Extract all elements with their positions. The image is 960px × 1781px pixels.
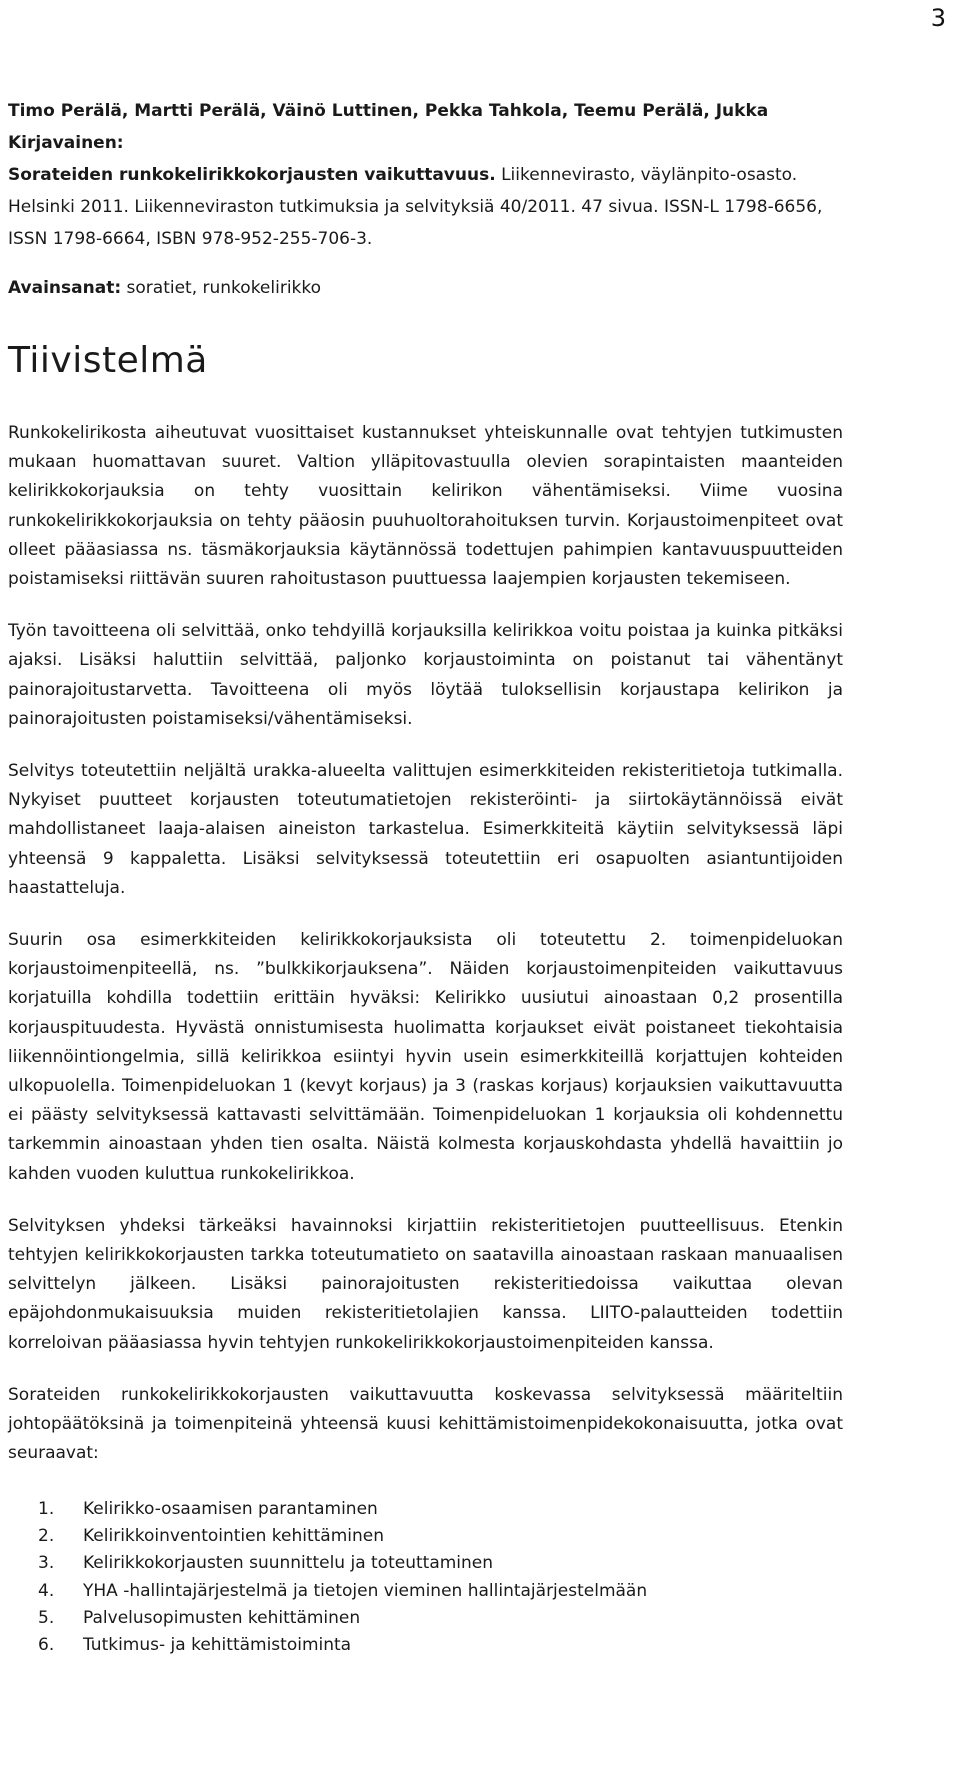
list-item — [8, 1605, 843, 1632]
list-item — [8, 1632, 843, 1659]
page-number: 3 — [930, 4, 946, 32]
list-item-text: YHA -hallintajärjestelmä ja tietojen vieminen hallintajärjestelmään — [83, 1580, 648, 1601]
keywords — [8, 272, 843, 304]
list-item-number: 5. — [38, 1608, 55, 1629]
document-body — [0, 95, 960, 1660]
list-item-number: 4. — [38, 1580, 55, 1601]
summary-paragraph-2: Työn tavoitteena oli selvittää, onko tehdyillä korjauksilla kelirikkoa voitu poistaa ja kuinka pitkäksi ajaksi. Lisäksi haluttiin selvittää, paljonko korjaustoiminta on poistanut tai vähentänyt painorajoitustarvetta. Tavoitteena oli myös löytää tuloksellisin korjaustapa kelirikon ja painorajoitusten poistamiseksi/vähentämiseksi. — [8, 621, 843, 729]
list-item-number: 3. — [38, 1553, 55, 1574]
keywords-label: Avainsanat: — [8, 278, 122, 298]
summary-paragraph-1: Runkokelirikosta aiheutuvat vuosittaiset kustannukset yhteiskunnalle ovat tehtyjen tutkimusten mukaan huomattavan suuret. Valtion ylläpitovastuulla olevien sorapintaisten maanteiden kelirikkokorjauksia on tehty vuosittain kelirikon vähentämiseksi. Viime vuosina runkokelirikkokorjauksia on tehty pääosin puuhuoltorahoituksen turvin. Korjaustoimenpiteet ovat olleet pääasiassa ns. täsmäkorjauksia käytännössä todettujen pahimpien kantavuuspuutteiden poistamiseksi riittävän suuren rahoitustason puuttuessa laajempien korjausten tekemiseen. — [8, 423, 843, 590]
summary-paragraph-5: Selvityksen yhdeksi tärkeäksi havainnoksi kirjattiin rekisteritietojen puutteellisuus. Etenkin tehtyjen kelirikkokorjausten tarkka toteutumatieto on saatavilla ainoastaan raskaan manuaalisen selvittelyn jälkeen. Lisäksi painorajoitusten rekisteritiedoissa vaikuttaa olevan epäjohdonmukaisuuksia muiden rekisteritietolajien kanssa. LIITO-palautteiden todettiin korreloivan pääasiassa hyvin tehtyjen runkokelirikkokorjaustoimenpiteiden kanssa. — [8, 1215, 843, 1353]
list-item — [8, 1578, 843, 1605]
list-item-text: Kelirikko-osaamisen parantaminen — [83, 1498, 378, 1519]
summary-paragraph-3: Selvitys toteutettiin neljältä urakka-alueelta valittujen esimerkkiteiden rekisteritietoja tutkimalla. Nykyiset puutteet korjausten toteutumatietojen rekisteröinti- ja siirtokäytännöissä eivät mahdollistaneet laaja-alaisen aineiston tarkastelua. Esimerkkiteitä käytiin selvityksessä läpi yhteensä 9 kappaletta. Lisäksi selvityksessä toteutettiin eri osapuolten asiantuntijoiden haastatteluja. — [8, 761, 843, 898]
section-title: Tiivistelmä — [8, 340, 208, 381]
citation-authors: Timo Perälä, Martti Perälä, Väinö Luttinen, Pekka Tahkola, Teemu Perälä, Jukka Kirjavainen: — [8, 101, 769, 153]
list-item-number: 2. — [38, 1525, 55, 1546]
list-item-text: Palvelusopimusten kehittäminen — [83, 1608, 361, 1629]
list-item-number: 1. — [38, 1498, 55, 1519]
list-item — [8, 1496, 843, 1523]
list-item — [8, 1550, 843, 1577]
list-item-text: Tutkimus- ja kehittämistoiminta — [83, 1635, 352, 1656]
summary-paragraph-4: Suurin osa esimerkkiteiden kelirikkokorjauksista oli toteutettu 2. toimenpideluokan korjaustoimenpiteellä, ns. ”bulkkikorjauksena”. Näiden korjaustoimenpiteiden vaikuttavuus korjatuilla kohdilla todettiin erittäin hyväksi: Kelirikko uusiutui ainoastaan 0,2 prosentilla korjauspituudesta. Hyvästä onnistumisesta huolimatta korjaukset eivät poistaneet tiekohtaisia liikennöintiongelmia, sillä kelirikkoa esiintyi hyvin usein esimerkkiteillä korjattujen kohteiden ulkopuolella. Toimenpideluokan 1 (kevyt korjaus) ja 3 (raskas korjaus) korjauksien vaikuttavuutta ei päästy selvityksessä kattavasti selvittämään. Toimenpideluokan 1 korjauksia oli kohdennettu tarkemmin ainoastaan yhden tien osalta. Näistä kolmesta korjauskohdasta yhdellä havaittiin jo kahden vuoden kuluttua runkokelirikkoa. — [8, 930, 843, 1184]
list-item-text: Kelirikkokorjausten suunnittelu ja toteuttaminen — [83, 1553, 494, 1574]
citation-details: Liikennevirasto, väylänpito-osasto. Helsinki 2011. Liikenneviraston tutkimuksia ja selvityksiä 40/2011. 47 sivua. ISSN-L 1798-6656, ISSN 1798-6664, ISBN 978-952-255-706-3. — [8, 165, 823, 249]
development-measures-list — [8, 1496, 843, 1660]
list-item-number: 6. — [38, 1635, 55, 1656]
keywords-value: soratiet, runkokelirikko — [121, 278, 322, 298]
list-item — [8, 1523, 843, 1550]
list-item-text: Kelirikkoinventointien kehittäminen — [83, 1525, 385, 1546]
citation-title: Sorateiden runkokelirikkokorjausten vaikuttavuus. — [8, 165, 496, 185]
bibliographic-citation — [8, 95, 843, 255]
summary-paragraph-6: Sorateiden runkokelirikkokorjausten vaikuttavuutta koskevassa selvityksessä määriteltiin johtopäätöksinä ja toimenpiteinä yhteensä kuusi kehittämistoimenpidekokonaisuutta, jotka ovat seuraavat: — [8, 1384, 843, 1464]
